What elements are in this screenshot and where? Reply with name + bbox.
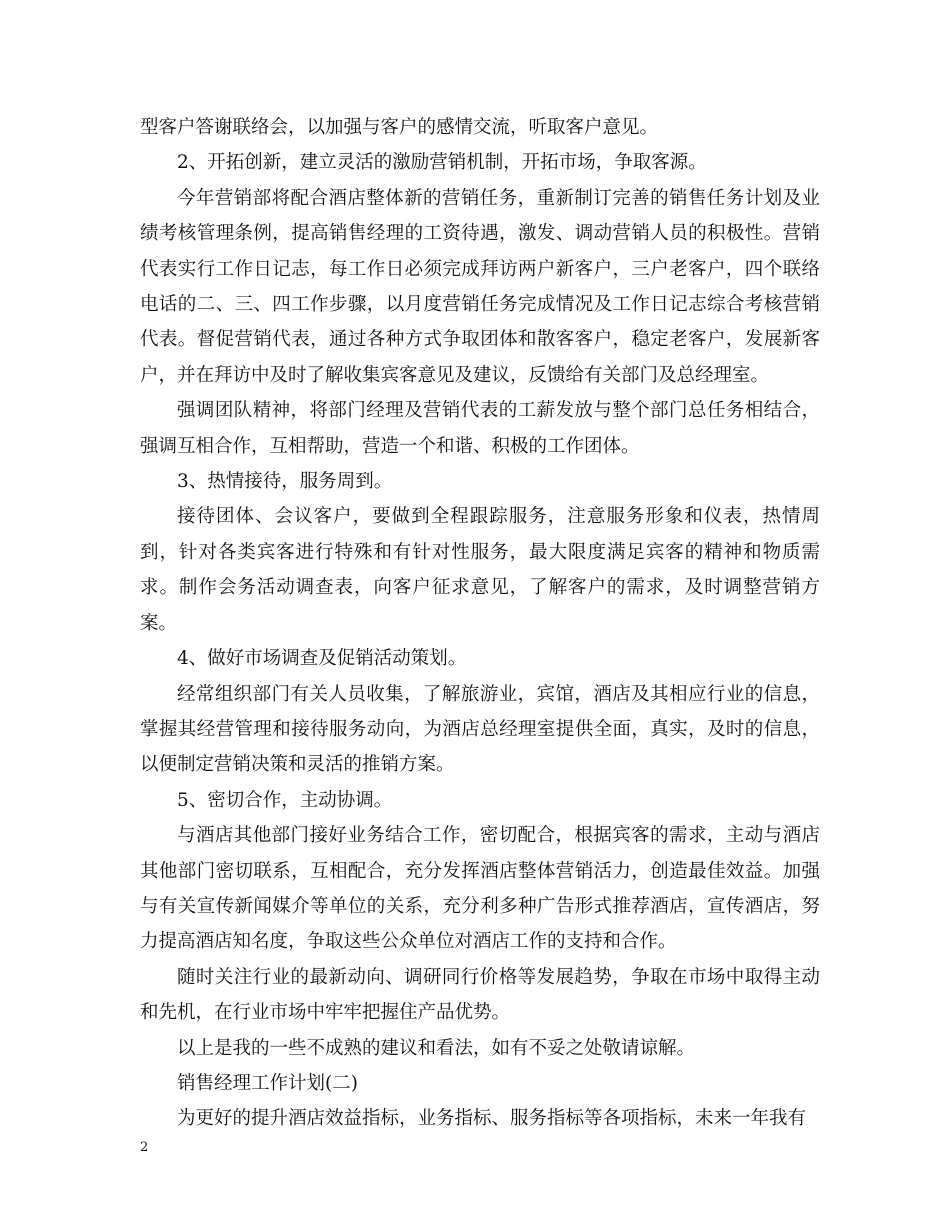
paragraph: 经常组织部门有关人员收集，了解旅游业，宾馆，酒店及其相应行业的信息，掌握其经营管理和接待服务动向，为酒店总经理室提供全面，真实，及时的信息，以便制定营销决策和灵活的推销方案。 [140, 683, 820, 776]
section-heading-2: 2、开拓创新，建立灵活的激励营销机制，开拓市场，争取客源。 [177, 152, 707, 174]
document-subtitle: 销售经理工作计划(二) [177, 1072, 358, 1094]
paragraph-continuation: 型客户答谢联络会，以加强与客户的感情交流，听取客户意见。 [140, 117, 659, 138]
section-heading-3: 3、热情接待，服务周到。 [177, 471, 393, 493]
section-heading-4: 4、做好市场调查及促销活动策划。 [177, 648, 467, 670]
paragraph: 为更好的提升酒店效益指标，业务指标、服务指标等各项指标，未来一年我有 [177, 1108, 807, 1130]
paragraph: 强调团队精神，将部门经理及营销代表的工薪发放与整个部门总任务相结合，强调互相合作，互相帮助，营造一个和谐、积极的工作团体。 [140, 400, 820, 457]
section-heading-5: 5、密切合作，主动协调。 [177, 789, 393, 811]
paragraph: 今年营销部将配合酒店整体新的营销任务，重新制订完善的销售任务计划及业绩考核管理条例，提高销售经理的工资待遇，激发、调动营销人员的积极性。营销代表实行工作日记志，每工作日必须完成拜访两户新客户，三户老客户，四个联络电话的二、三、四工作步骤，以月度营销任务完成情况及工作日记志综合考核营销代表。督促营销代表，通过各种方式争取团体和散客客户，稳定老客户，发展新客户，并在拜访中及时了解收集宾客意见及建议，反馈给有关部门及总经理室。 [140, 187, 820, 386]
paragraph: 与酒店其他部门接好业务结合工作，密切配合，根据宾客的需求，主动与酒店其他部门密切联系，互相配合，充分发挥酒店整体营销活力，创造最佳效益。加强与有关宣传新闻媒介等单位的关系，充分利多种广告形式推荐酒店，宣传酒店，努力提高酒店知名度，争取这些公众单位对酒店工作的支持和合作。 [140, 825, 820, 953]
page-number: 2 [140, 1140, 149, 1155]
document-body [140, 110, 820, 1137]
paragraph: 接待团体、会议客户，要做到全程跟踪服务，注意服务形象和仪表，热情周到，针对各类宾客进行特殊和有针对性服务，最大限度满足宾客的精神和物质需求。制作会务活动调查表，向客户征求意见，了解客户的需求，及时调整营销方案。 [140, 506, 820, 634]
paragraph: 随时关注行业的最新动向、调研同行价格等发展趋势，争取在市场中取得主动和先机，在行业市场中牢牢把握住产品优势。 [140, 966, 820, 1024]
paragraph: 以上是我的一些不成熟的建议和看法，如有不妥之处敬请谅解。 [177, 1037, 696, 1059]
